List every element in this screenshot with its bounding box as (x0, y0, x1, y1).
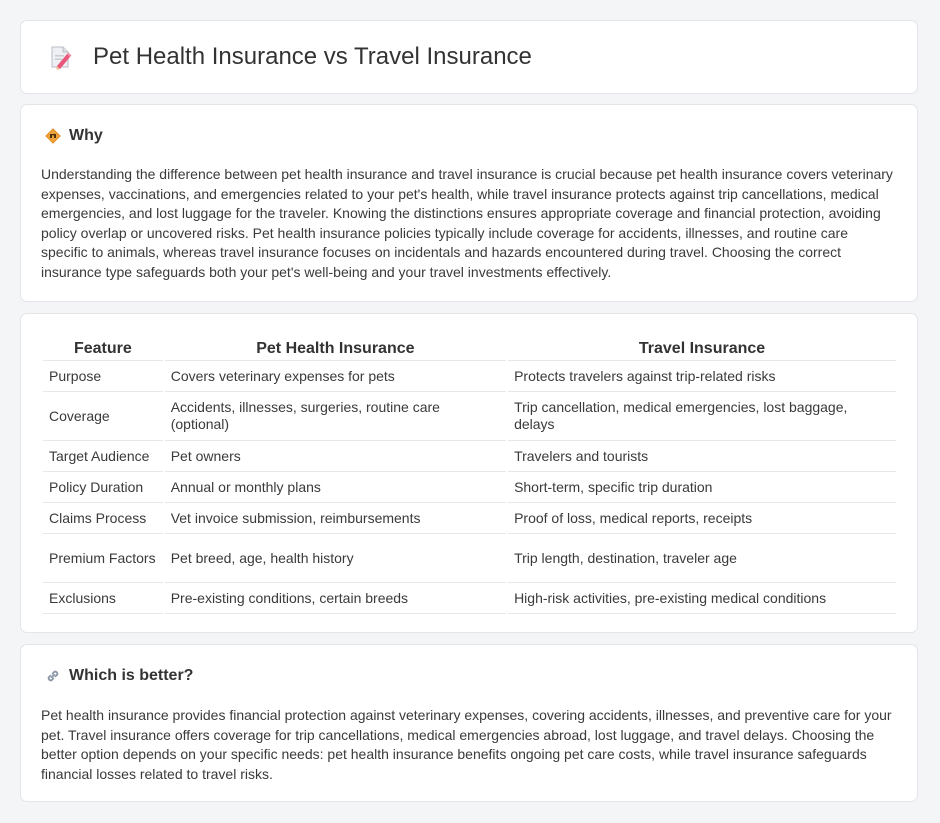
header-travel-insurance: Travel Insurance (508, 336, 896, 361)
row-pet-cell: Pet owners (165, 441, 506, 472)
row-feature: Claims Process (43, 503, 163, 534)
row-pet-cell: Pet breed, age, health history (165, 534, 506, 583)
why-title: Why (69, 127, 103, 144)
row-feature: Policy Duration (43, 472, 163, 503)
table-row (43, 361, 896, 392)
row-pet-cell: Accidents, illnesses, surgeries, routine care (optional) (165, 392, 506, 441)
row-travel-cell: Travelers and tourists (508, 441, 896, 472)
table-header-row (43, 336, 896, 361)
table-row (43, 503, 896, 534)
table-row (43, 534, 896, 583)
table-row (43, 472, 896, 503)
why-body: Understanding the difference between pet health insurance and travel insurance is crucial because pet health insurance covers veterinary expenses, vaccinations, and emergencies related to your pet's health, while travel insurance protects against trip cancellations, medical emergencies, and lost luggage for the traveler. Knowing the distinctions ensures appropriate coverage and financial protection, avoiding policy overlap or uncovered risks. Pet health insurance policies typically include coverage for accidents, illnesses, and routine care specific to animals, whereas travel insurance focuses on incidentals and hazards encountered during travel. Choosing the correct insurance type safeguards both your pet's well-being and your travel investments effectively. (41, 166, 893, 280)
row-travel-cell: Trip length, destination, traveler age (508, 534, 896, 583)
row-feature: Target Audience (43, 441, 163, 472)
row-travel-cell: Proof of loss, medical reports, receipts (508, 503, 896, 534)
header-card (20, 20, 918, 94)
row-pet-cell: Vet invoice submission, reimbursements (165, 503, 506, 534)
why-heading (45, 127, 103, 145)
row-travel-cell: Trip cancellation, medical emergencies, lost baggage, delays (508, 392, 896, 441)
row-feature: Purpose (43, 361, 163, 392)
row-pet-cell: Covers veterinary expenses for pets (165, 361, 506, 392)
row-feature: Exclusions (43, 583, 163, 614)
page-title: Pet Health Insurance vs Travel Insurance (93, 43, 532, 70)
diamond-sign-icon (45, 128, 61, 144)
row-feature: Coverage (43, 392, 163, 441)
row-travel-cell: Protects travelers against trip-related risks (508, 361, 896, 392)
header-feature: Feature (43, 336, 163, 361)
row-pet-cell: Annual or monthly plans (165, 472, 506, 503)
comparison-table (41, 336, 898, 614)
why-card (20, 104, 918, 302)
better-heading (45, 667, 193, 685)
comparison-card (20, 313, 918, 633)
table-row (43, 441, 896, 472)
table-row (43, 392, 896, 441)
link-icon (45, 668, 61, 684)
better-title: Which is better? (69, 667, 194, 684)
better-body: Pet health insurance provides financial protection against veterinary expenses, covering accidents, illnesses, and preventive care for your pet. Travel insurance offers coverage for trip cancellations, medical emergencies abroad, lost luggage, and travel delays. Choosing the better option depends on your specific needs: pet health insurance benefits ongoing pet care costs, while travel insurance safeguards financial losses related to travel risks. (41, 707, 892, 782)
row-travel-cell: High-risk activities, pre-existing medical conditions (508, 583, 896, 614)
which-is-better-card (20, 644, 918, 802)
row-pet-cell: Pre-existing conditions, certain breeds (165, 583, 506, 614)
header-pet-health-insurance: Pet Health Insurance (165, 336, 506, 361)
row-travel-cell: Short-term, specific trip duration (508, 472, 896, 503)
table-row (43, 583, 896, 614)
document-pencil-icon (47, 44, 73, 70)
row-feature: Premium Factors (43, 534, 163, 583)
